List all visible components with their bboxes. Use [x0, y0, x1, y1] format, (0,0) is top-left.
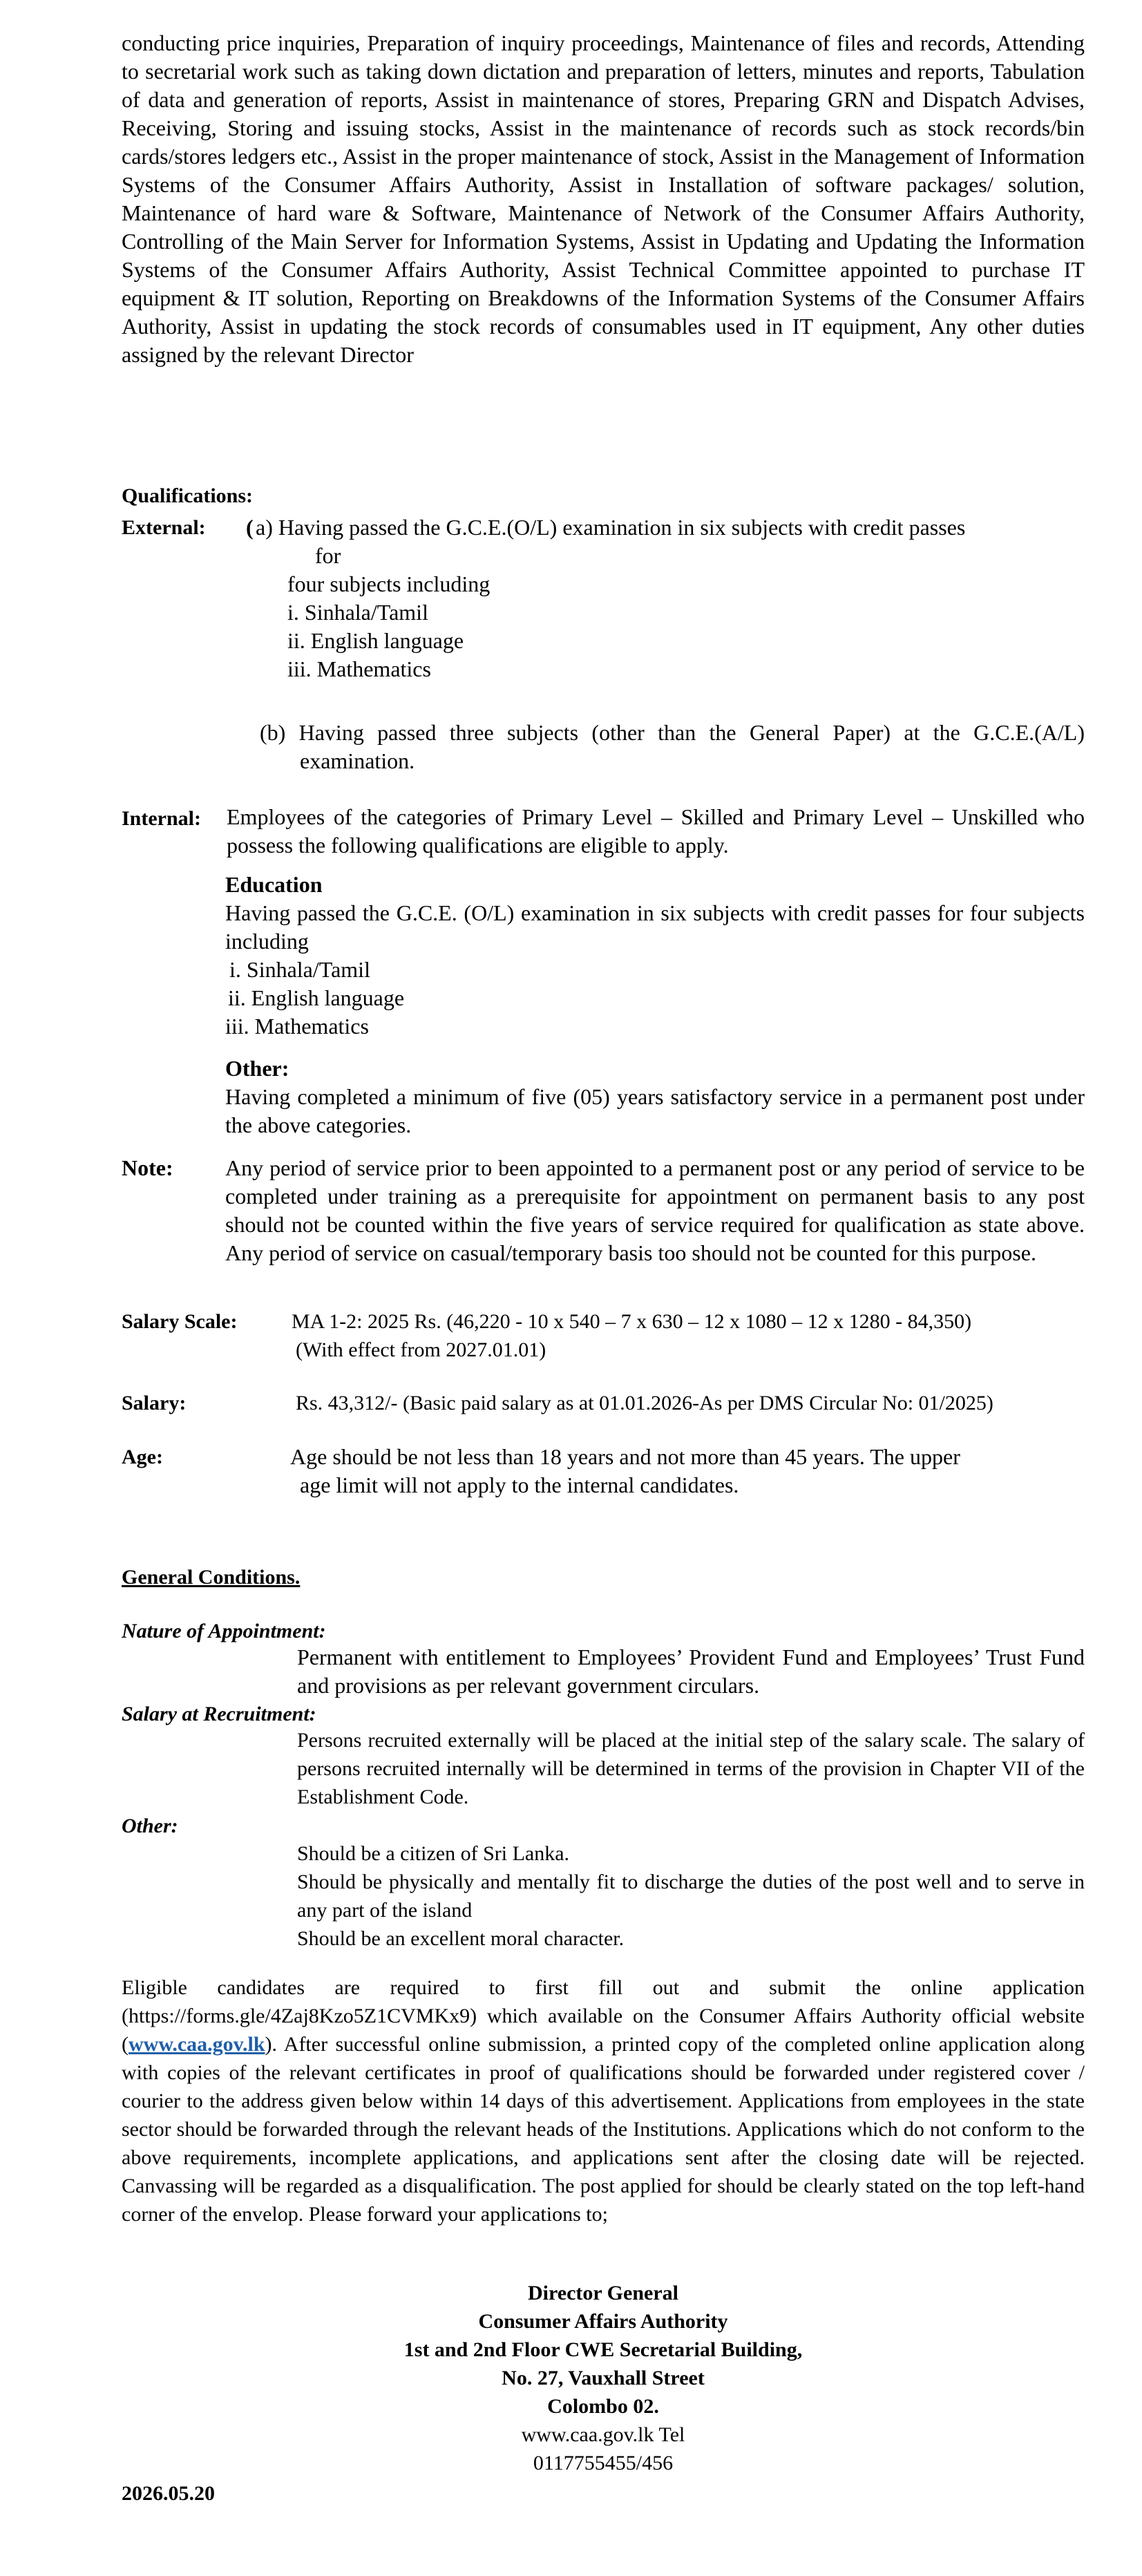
external-label: External:: [122, 516, 206, 539]
ext-b: [260, 719, 1085, 775]
note-label: Note:: [122, 1155, 173, 1180]
note-text: Any period of service prior to been appointed to a permanent post or any period of service to be completed under training as a prerequisite for appointment on permanent basis to any post should not be counted within the five years of service required for qualification as state above. Any period of service on casual/temporary basis too should not be counted for this purpose.: [225, 1155, 1085, 1265]
education-block: [225, 871, 1085, 1041]
note-block: [122, 1154, 1085, 1299]
salary-scale-line1: MA 1-2: 2025 Rs. (46,220 - 10 x 540 – 7 x 630 – 12 x 1080 – 12 x 1280 - 84,350): [292, 1310, 972, 1333]
caa-website-link[interactable]: www.caa.gov.lk: [129, 2033, 265, 2056]
other-conditions-label: Other:: [122, 1815, 178, 1837]
age-block: [122, 1443, 1085, 1501]
salary-scale-label: Salary Scale:: [122, 1310, 238, 1333]
ext-a-prefix: (: [246, 515, 254, 540]
duties-paragraph: conducting price inquiries, Preparation of inquiry proceedings, Maintenance of files and records, Attending to secretarial work such as taking down dictation and preparation of letters, minutes and reports, Tabulation of data and generation of reports, Assist in maintenance of stores, Preparing GRN and Dispatch Advises, Receiving, Storing and issuing stocks, Assist in the maintenance of records such as stock records/bin cards/stores ledgers etc., Assist in the proper maintenance of stock, Assist in the Management of Information Systems of the Consumer Affairs Authority, Assist in Installation of software packages/ solution, Maintenance of hard ware & Software, Maintenance of Network of the Consumer Affairs Authority, Controlling of the Main Server for Information Systems, Assist in Updating and Updating the Information Systems of the Consumer Affairs Authority, Assist Technical Committee appointed to purchase IT equipment & IT solution, Reporting on Breakdowns of the Information Systems of the Consumer Affairs Authority, Assist in updating the stock records of consumables used in IT equipment, Any other duties assigned by the relevant Director: [122, 30, 1085, 367]
education-item: ii. English language: [228, 985, 405, 1010]
salary-block: [122, 1389, 1085, 1418]
education-heading: Education: [225, 872, 323, 897]
address-phone: 0117755455/456: [533, 2452, 674, 2474]
age-line1: Age should be not less than 18 years and not more than 45 years. The upper: [290, 1444, 960, 1469]
ext-a-item: i. Sinhala/Tamil: [287, 600, 428, 625]
ext-a-line2: for: [315, 543, 341, 568]
ext-a-line1: a) Having passed the G.C.E.(O/L) examination in six subjects with credit passes: [256, 515, 966, 540]
nature-text: Permanent with entitlement to Employees’ Provident Fund and Employees’ Trust Fund and provisions as per relevant government circulars.: [297, 1645, 1085, 1698]
document-date: 2026.05.20: [122, 2482, 215, 2505]
nature-label: Nature of Appointment:: [122, 1620, 326, 1642]
other-condition-item: Should be a citizen of Sri Lanka.: [297, 1842, 570, 1865]
address-block: [122, 2279, 1085, 2477]
internal-label: Internal:: [122, 807, 201, 830]
internal-intro: Employees of the categories of Primary Level – Skilled and Primary Level – Unskilled who possess the following qualifications are eligible to apply.: [227, 804, 1085, 858]
general-conditions-heading: General Conditions.: [122, 1566, 301, 1589]
address-line: 1st and 2nd Floor CWE Secretarial Building,: [403, 2338, 803, 2361]
address-web-tel: www.caa.gov.lk Tel: [521, 2423, 685, 2446]
age-label: Age:: [122, 1446, 163, 1468]
ext-b-text: (b) Having passed three subjects (other than the General Paper) at the G.C.E.(A/L) examination.: [260, 720, 1085, 773]
salary-scale-block: [122, 1307, 1085, 1365]
age-line2: age limit will not apply to the internal candidates.: [300, 1472, 739, 1497]
application-paragraph: [122, 1973, 1085, 2228]
application-text-after: ). After successful online submission, a printed copy of the completed online application along with copies of the relevant certificates in proof of qualifications should be forwarded under registered cover / courier to the address given below within 14 days of this advertisement. Applications from employees in the state sector should be forwarded through the relevant heads of the Institutions. Applications which do not conform to the above requirements, incomplete applications, and applications sent after the closing date will be rejected. Canvassing will be regarded as a disqualification. The post applied for should be clearly stated on the top left-hand corner of the envelop. Please forward your applications to;: [122, 2033, 1085, 2226]
internal-block: [122, 803, 1085, 861]
education-item: i. Sinhala/Tamil: [229, 957, 370, 982]
other-block: [225, 1054, 1085, 1139]
internal-intro-wrap: [225, 803, 1085, 860]
salary-scale-line2: (With effect from 2027.01.01): [296, 1338, 546, 1361]
other-condition-item: Should be an excellent moral character.: [297, 1927, 625, 1950]
salary-label: Salary:: [122, 1392, 187, 1414]
other-text: Having completed a minimum of five (05) years satisfactory service in a permanent post under the above categories.: [225, 1084, 1085, 1137]
salary-text: Rs. 43,312/- (Basic paid salary as at 01.01.2026-As per DMS Circular No: 01/2025): [296, 1392, 993, 1414]
address-line: Colombo 02.: [547, 2395, 659, 2418]
address-line: Director General: [528, 2282, 678, 2304]
address-line: No. 27, Vauxhall Street: [502, 2367, 705, 2389]
other-heading: Other:: [225, 1056, 289, 1081]
other-condition-item: Should be physically and mentally fit to discharge the duties of the post well and to serve in any part of the island: [297, 1871, 1085, 1922]
ext-a-line3: four subjects including: [287, 571, 491, 596]
address-line: Consumer Affairs Authority: [478, 2310, 728, 2333]
salary-recruitment-label: Salary at Recruitment:: [122, 1703, 316, 1725]
ext-a-item: iii. Mathematics: [287, 656, 431, 681]
education-text: Having passed the G.C.E. (O/L) examination in six subjects with credit passes for four subjects including: [225, 900, 1085, 954]
application-text-before: Eligible candidates are required to first fill out and submit the online application (https://forms.gle/4Zaj8Kzo5Z1CVMKx9) which available on the Consumer Affairs Authority official website (: [122, 1976, 1085, 2056]
ext-a-item: ii. English language: [287, 628, 464, 653]
qualifications-heading: Qualifications:: [122, 484, 254, 507]
external-block: [122, 513, 1085, 693]
education-item: iii. Mathematics: [225, 1014, 369, 1039]
salary-recruitment-text: Persons recruited externally will be placed at the initial step of the salary scale. The salary of persons recruited internally will be determined in terms of the provision in Chapter VII of the Establishment Code.: [297, 1729, 1085, 1808]
other-conditions-list: [297, 1839, 1085, 1953]
